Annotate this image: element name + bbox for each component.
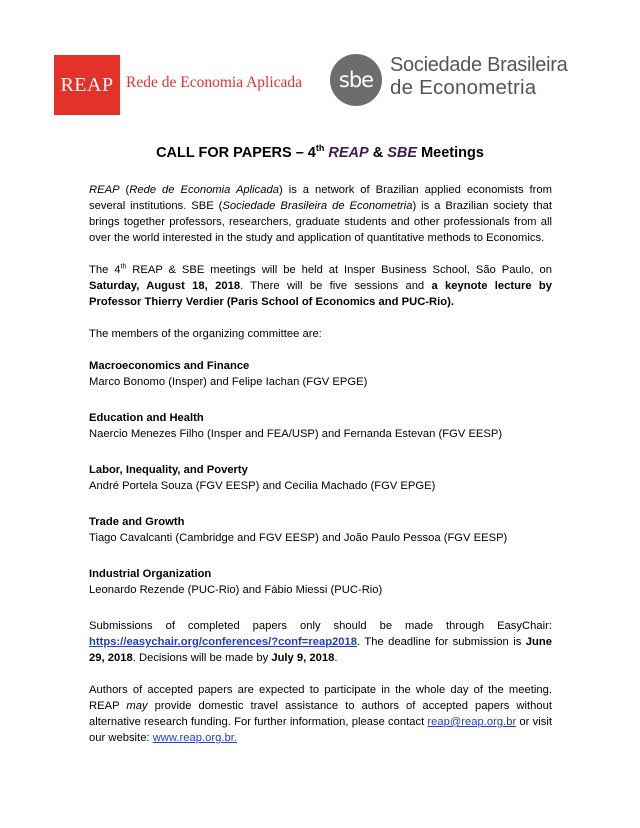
intro-reap-full: Rede de Economia Aplicada bbox=[129, 184, 280, 196]
section-members: André Portela Souza (FGV EESP) and Cecilia Machado (FGV EPGE) bbox=[89, 480, 436, 492]
authors-may: may bbox=[126, 700, 148, 712]
committee-section bbox=[89, 462, 552, 494]
page-title bbox=[0, 145, 640, 161]
section-title: Labor, Inequality, and Poverty bbox=[89, 464, 248, 476]
reap-logo bbox=[54, 55, 120, 115]
submission-t2: . The deadline for submission is bbox=[357, 636, 526, 648]
section-members: Leonardo Rezende (PUC-Rio) and Fábio Miessi (PUC-Rio) bbox=[89, 584, 383, 596]
section-members: Naercio Menezes Filho (Insper and FEA/USP) and Fernanda Estevan (FGV EESP) bbox=[89, 428, 503, 440]
submission-t3: . Decisions will be made by bbox=[132, 652, 272, 664]
submission-deadline: June 29, 2018 bbox=[89, 636, 552, 664]
section-members: Marco Bonomo (Insper) and Felipe Iachan (FGV EPGE) bbox=[89, 376, 368, 388]
document-body bbox=[89, 182, 552, 762]
intro-reap: REAP bbox=[89, 184, 120, 196]
easychair-link-text: https://easychair.org/conferences/?conf=reap2018 bbox=[89, 636, 358, 648]
title-amp: & bbox=[368, 145, 388, 161]
section-title: Industrial Organization bbox=[89, 568, 212, 580]
intro-paren: ( bbox=[119, 184, 130, 196]
intro-sbe-full: Sociedade Brasileira de Econometria bbox=[222, 200, 413, 212]
committee-intro: The members of the organizing committee are: bbox=[89, 328, 322, 340]
intro-paragraph bbox=[89, 182, 552, 246]
reap-name: Rede de Economia Aplicada bbox=[126, 74, 303, 91]
meeting-date: Saturday, August 18, 2018 bbox=[89, 280, 241, 292]
meeting-t2: REAP & SBE meetings will be held at Insper Business School, São Paulo, on bbox=[126, 264, 552, 276]
submission-t4: . bbox=[334, 652, 338, 664]
meeting-t1: The 4 bbox=[89, 264, 121, 276]
intro-text1: ) is a network of Brazilian applied economists from several institutions. SBE ( bbox=[89, 184, 553, 212]
committee-section bbox=[89, 566, 552, 598]
section-title: Trade and Growth bbox=[89, 516, 185, 528]
submission-decision: July 9, 2018 bbox=[271, 652, 335, 664]
section-title: Macroeconomics and Finance bbox=[89, 360, 250, 372]
authors-t1: Authors of accepted papers are expected to participate in the whole day of the meeting. REAP bbox=[89, 684, 552, 712]
meeting-sup: th bbox=[120, 263, 127, 271]
email-link[interactable]: reap@reap.org.br bbox=[427, 716, 517, 728]
title-sbe: SBE bbox=[387, 145, 418, 161]
authors-t3: or visit our website: bbox=[89, 716, 552, 744]
authors-paragraph bbox=[89, 682, 552, 746]
committee-section bbox=[89, 358, 552, 390]
intro-text2: ) is a Brazilian society that brings together professors, researchers, graduate students and other professionals from all over the world interested in the study and application of quantitative methods to Economics. bbox=[89, 200, 552, 244]
section-title: Education and Health bbox=[89, 412, 204, 424]
title-reap: REAP bbox=[328, 145, 369, 161]
title-suffix: Meetings bbox=[417, 145, 484, 161]
sbe-name-line1: Sociedade Brasileira bbox=[390, 54, 568, 76]
submission-t1: Submissions of completed papers only should be made through EasyChair: bbox=[89, 620, 552, 632]
meeting-t3: . There will be five sessions and bbox=[240, 280, 432, 292]
title-sup: th bbox=[315, 143, 325, 154]
header-logos bbox=[54, 52, 594, 122]
easychair-link[interactable] bbox=[89, 636, 357, 648]
website-link[interactable]: www.reap.org.br. bbox=[152, 732, 237, 744]
submission-paragraph bbox=[89, 618, 552, 666]
committee-section bbox=[89, 410, 552, 442]
authors-t2: provide domestic travel assistance to authors of accepted papers without alternative research funding. For further information, please contact bbox=[89, 700, 552, 728]
sbe-logo-text: sbe bbox=[338, 68, 374, 92]
committee-section bbox=[89, 514, 552, 546]
meeting-paragraph bbox=[89, 262, 552, 310]
title-prefix: CALL FOR PAPERS – 4 bbox=[156, 145, 316, 161]
section-members: Tiago Cavalcanti (Cambridge and FGV EESP) and João Paulo Pessoa (FGV EESP) bbox=[89, 532, 508, 544]
sbe-name-line2: de Econometria bbox=[390, 76, 537, 99]
reap-logo-text: REAP bbox=[60, 73, 114, 96]
sbe-logo bbox=[330, 54, 382, 106]
meeting-keynote: a keynote lecture by Professor Thierry Verdier (Paris School of Economics and PUC-Rio). bbox=[89, 280, 552, 308]
